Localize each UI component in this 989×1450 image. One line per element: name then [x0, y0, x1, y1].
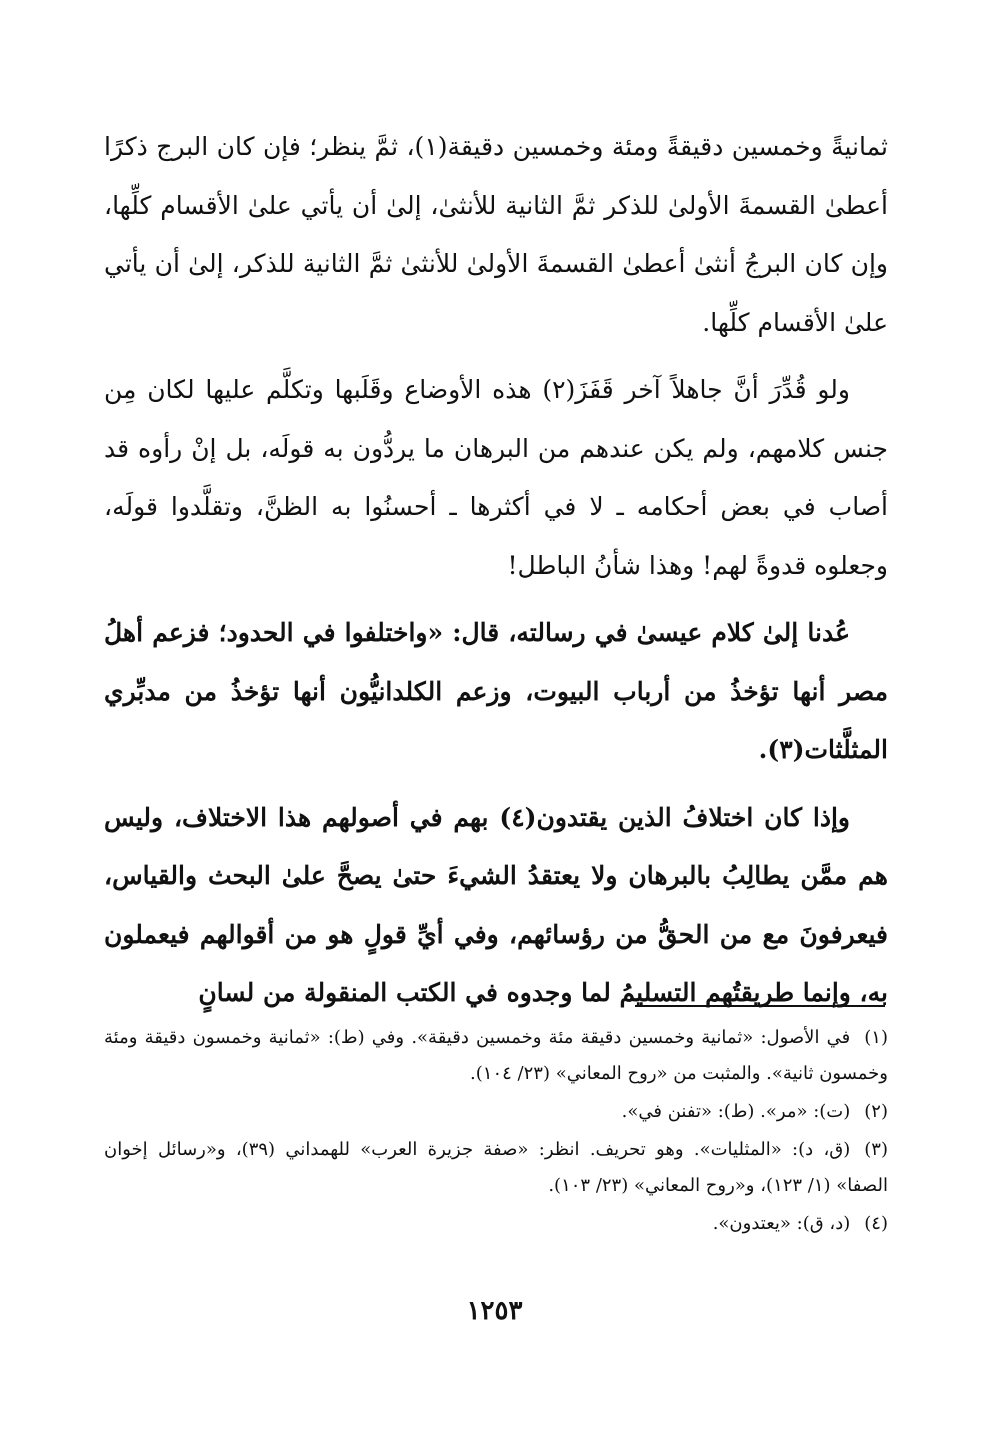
footnote-2 [104, 1094, 888, 1130]
main-text [104, 118, 888, 1032]
footnotes [104, 1020, 888, 1244]
footnote-text: (ق، د): «المثليات». وهو تحريف. انظر: «صفة جزيرة العرب» للهمداني (٣٩)، و«رسائل إخوان الصفا» (١/ ١٢٣)، و«روح المعاني» (٢٣/ ١٠٣). [104, 1139, 888, 1196]
paragraph-4: وإذا كان اختلافُ الذين يقتدون(٤) بهم في أصولهم هذا الاختلاف، وليس هم ممَّن يطالِبُ بالبرهان ولا يعتقدُ الشيءَ حتىٰ يصحَّ علىٰ البحث والقياس، فيعرفونَ مع من الحقُّ من رؤسائهم، وفي أيِّ قولٍ هو من أقوالهم فيعملون به، وإنما طريقتُهم التسليمُ لما وجدوه في الكتب المنقولة من لسانٍ [104, 802, 888, 1007]
paragraph-1: ثمانيةً وخمسين دقيقةً ومئة وخمسين دقيقة(١)، ثمَّ ينظر؛ فإن كان البرج ذكرًا أعطىٰ القسمةَ الأولىٰ للذكر ثمَّ الثانية للأنثىٰ، إلىٰ أن يأتي علىٰ الأقسام كلِّها، وإن كان البرجُ أنثىٰ أعطىٰ القسمةَ الأولىٰ للأنثىٰ ثمَّ الثانية للذكر، إلىٰ أن يأتي علىٰ الأقسام كلِّها. [104, 132, 889, 337]
footnote-3 [104, 1132, 888, 1204]
footnote-text: في الأصول: «ثمانية وخمسين دقيقة مئة وخمسين دقيقة». وفي (ط): «ثمانية وخمسون دقيقة ومئة وخمسون ثانية». والمثبت من «روح المعاني» (٢٣/ ١٠٤). [104, 1027, 888, 1084]
footnote-number: (١) [864, 1027, 888, 1048]
footnote-number: (٤) [864, 1213, 888, 1234]
footnote-text: (د، ق): «يعتدون». [712, 1213, 851, 1234]
footnote-separator [635, 1005, 885, 1007]
paragraph-2: ولو قُدِّرَ أنَّ جاهلاً آخر قَفَزَ(٢) هذه الأوضاع وقَلَبها وتكلَّم عليها لكان مِن جنس كلامهم، ولم يكن عندهم من البرهان ما يردُّون به قولَه، بل إنْ رأوه قد أصاب في بعض أحكامه ـ لا في أكثرها ـ أحسنُوا به الظنَّ، وتقلَّدوا قولَه، وجعلوه قدوةً لهم! وهذا شأنُ الباطل! [104, 375, 888, 580]
footnote-1 [104, 1020, 888, 1092]
footnote-number: (٢) [864, 1101, 888, 1122]
page-number: ١٢٥٣ [466, 1296, 523, 1326]
footnote-number: (٣) [864, 1139, 888, 1160]
footnote-text: (ت): «مر». (ط): «تفنن في». [621, 1101, 851, 1122]
paragraph-3: عُدنا إلىٰ كلام عيسىٰ في رسالته، قال: «واختلفوا في الحدود؛ فزعم أهلُ مصر أنها تؤخذُ من أرباب البيوت، وزعم الكلدانيُّون أنها تؤخذُ من مدبِّري المثلَّثات(٣). [104, 618, 888, 764]
footnote-4 [104, 1206, 888, 1242]
